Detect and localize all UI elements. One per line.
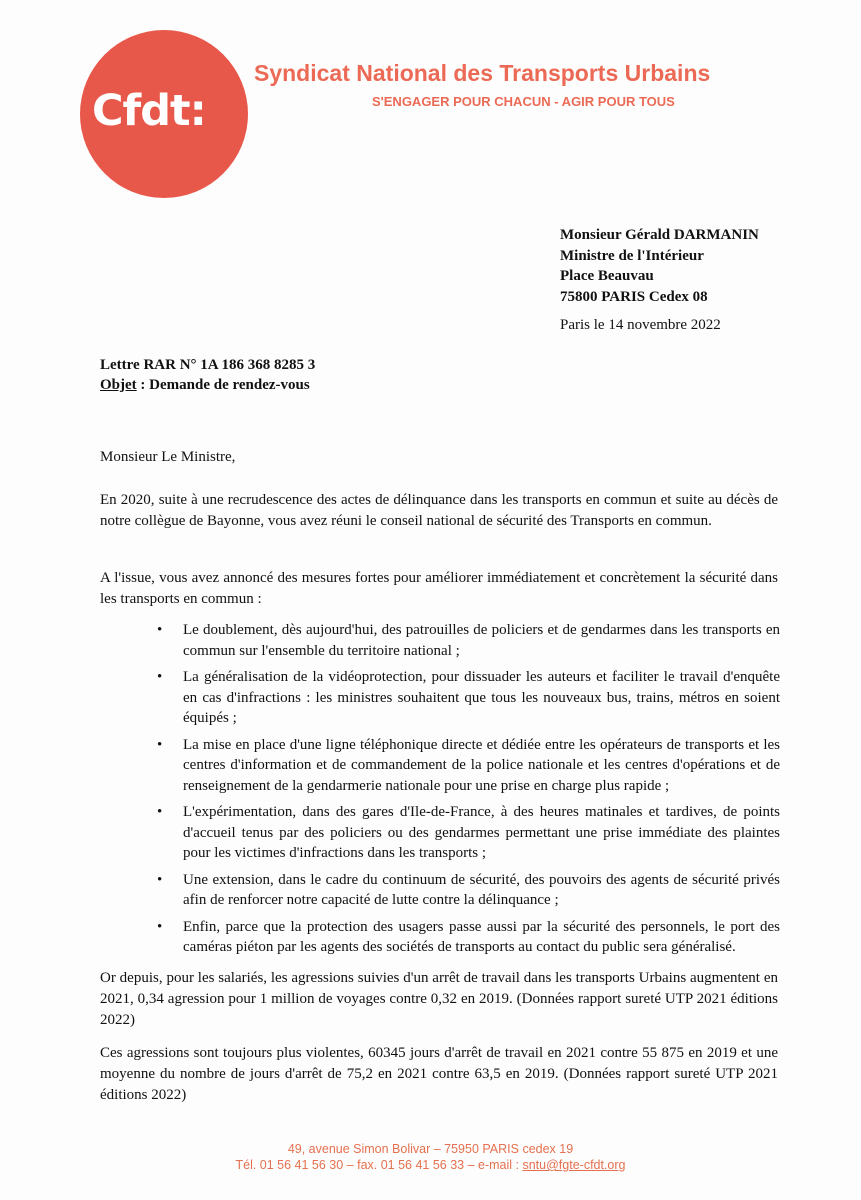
list-item: • Une extension, dans le cadre du continuum de sécurité, des pouvoirs des agents de sécurité privés afin de renforcer notre capacité de lutte contre la délinquance ; xyxy=(157,871,780,908)
list-item: • La mise en place d'une ligne téléphonique directe et dédiée entre les opérateurs de transports et les centres d'information et de commandement de la police nationale et les centres d'opérations et de renseignement de la gendarmerie nationale pour une prise en charge plus rapide ; xyxy=(157,736,780,794)
list-item: • La généralisation de la vidéoprotection, pour dissuader les auteurs et faciliter le travail d'enquête en cas d'infractions : les ministres souhaitent que tous les nouveaux bus, trains, métros en soient équipés ; xyxy=(157,669,780,726)
place-and-date: Paris le 14 novembre 2022 xyxy=(560,317,721,333)
footer-email-link[interactable]: sntu@fgte-cfdt.org xyxy=(522,1158,626,1172)
footer-phone-fax: Tél. 01 56 41 56 30 – fax. 01 56 41 56 33 – e-mail : xyxy=(235,1158,523,1172)
recipient-street: Place Beauvau xyxy=(560,268,654,284)
bullet-icon: • xyxy=(157,622,163,638)
paragraph-statistics-2021: Or depuis, pour les salariés, les agressions suivies d'un arrêt de travail dans les transports Urbains augmentent en 2021, 0,34 agression pour 1 million de voyages contre 0,32 en 2019. (Données rapport sureté UTP 2021 éditions 2022) xyxy=(100,970,778,1028)
footer-contact xyxy=(0,1158,861,1172)
measures-list xyxy=(100,620,780,964)
bullet-icon: • xyxy=(157,736,163,753)
subject-line xyxy=(100,375,315,395)
registered-letter-number: Lettre RAR N° 1A 186 368 8285 3 xyxy=(100,357,316,373)
list-item: • Enfin, parce que la protection des usagers passe aussi par la sécurité des personnels, le port des caméras piéton par les agents des sociétés de transports au contact du public sera généralisé. xyxy=(157,918,780,955)
bullet-icon: • xyxy=(157,871,163,888)
paragraph-measures-intro: A l'issue, vous avez annoncé des mesures fortes pour améliorer immédiatement et concrètement la sécurité dans les transports en commun : xyxy=(100,570,778,607)
organization-name: Syndicat National des Transports Urbains xyxy=(254,60,711,86)
list-item: • Le doublement, dès aujourd'hui, des patrouilles de policiers et de gendarmes dans les transports en commun sur l'ensemble du territoire national ; xyxy=(157,622,780,659)
paragraph-violence-statistics: Ces agressions sont toujours plus violentes, 60345 jours d'arrêt de travail en 2021 contre 55 875 en 2019 et une moyenne du nombre de jours d'arrêt de 75,2 en 2021 contre 63,5 en 2019. (Données rapport sureté UTP 2021 éditions 2022) xyxy=(100,1045,778,1103)
salutation: Monsieur Le Ministre, xyxy=(100,449,236,465)
subject-separator: : xyxy=(136,377,150,393)
subject-label: Objet xyxy=(100,377,137,393)
bullet-icon: • xyxy=(157,804,163,820)
footer-address: 49, avenue Simon Bolivar – 75950 PARIS cedex 19 xyxy=(287,1142,574,1156)
recipient-title: Ministre de l'Intérieur xyxy=(560,247,704,264)
letter-reference xyxy=(100,355,315,395)
list-item: • L'expérimentation, dans des gares d'Ile-de-France, à des heures matinales et tardives, de points d'accueil tenus par des policiers ou des gendarmes permettant une prise immédiate des plaintes pour les victimes d'infractions dans les transports ; xyxy=(157,804,780,861)
recipient-city: 75800 PARIS Cedex 08 xyxy=(560,288,708,305)
subject-text: Demande de rendez-vous xyxy=(149,377,310,393)
cfdt-logo-text: Cfdt: xyxy=(92,86,206,136)
recipient-address xyxy=(560,225,759,307)
organization-tagline: S'ENGAGER POUR CHACUN - AGIR POUR TOUS xyxy=(372,94,675,109)
bullet-icon: • xyxy=(157,669,163,685)
paragraph-context: En 2020, suite à une recrudescence des actes de délinquance dans les transports en commun et suite au décès de notre collègue de Bayonne, vous avez réuni le conseil national de sécurité des Transports en commun. xyxy=(100,492,778,529)
bullet-icon: • xyxy=(157,918,163,935)
recipient-name: Monsieur Gérald DARMANIN xyxy=(560,227,759,243)
